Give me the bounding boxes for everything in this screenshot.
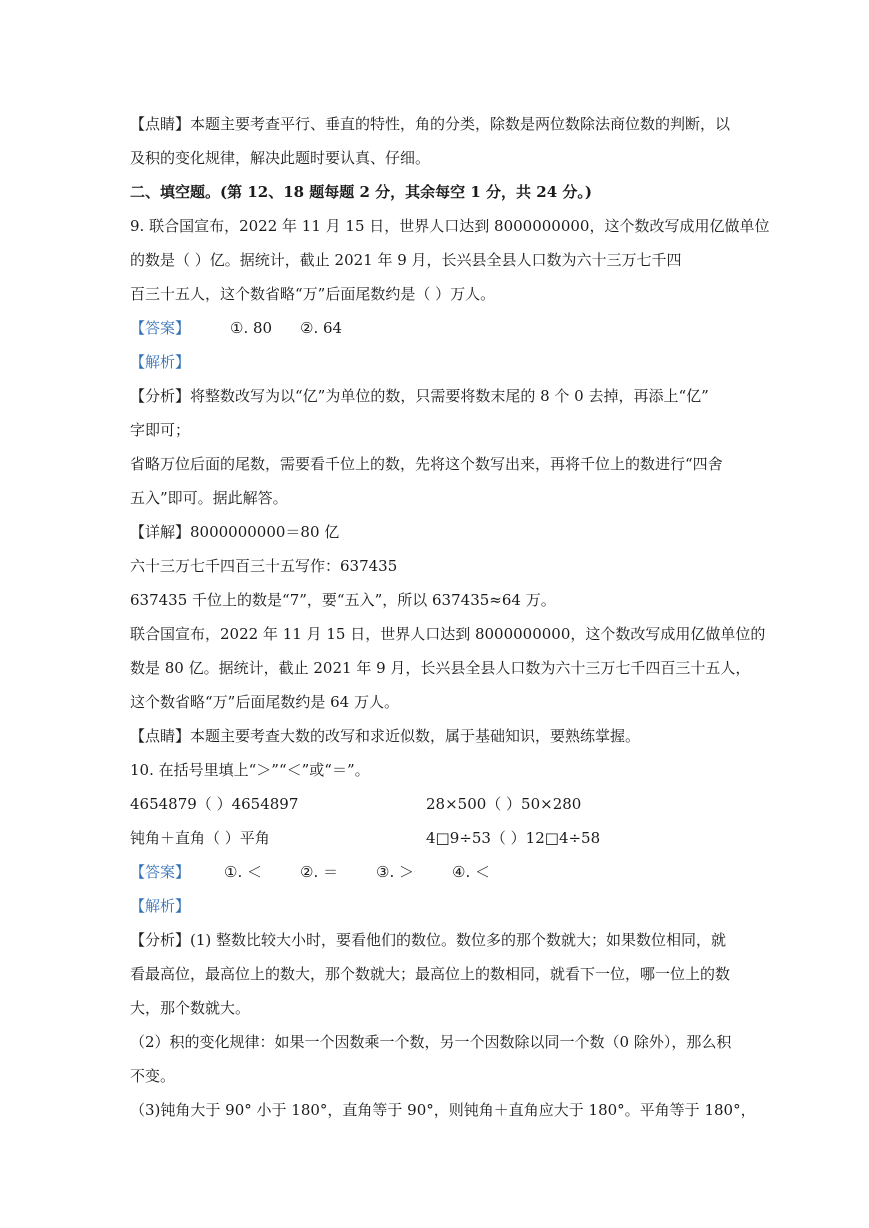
q10-fenxi-line2: 看最高位，最高位上的数大，那个数就大；最高位上的数相同，就看下一位，哪一位上的数 bbox=[130, 965, 731, 983]
q10-fenxi-line4: （2）积的变化规律：如果一个因数乘一个数，另一个因数除以同一个数（0 除外），那么积 bbox=[130, 1033, 732, 1051]
compare-item: 28×500（ ）50×280 bbox=[426, 795, 582, 813]
q10-fenxi-line1: 【分析】(1) 整数比较大小时，要看他们的数位。数位多的那个数就大；如果数位相同，就 bbox=[130, 931, 727, 949]
q9-fenxi-line4: 五入”即可。据此解答。 bbox=[130, 489, 288, 507]
q9-xiangjie-line3: 637435 千位上的数是“7”，要“五入”，所以 637435≈64 万。 bbox=[130, 591, 556, 609]
answer-item: ①. 80 bbox=[230, 319, 273, 337]
dianjing-text-q8: 【点睛】本题主要考查平行、垂直的特性，角的分类，除数是两位数除法商位数的判断，以 bbox=[130, 115, 731, 133]
answer-label: 【答案】 bbox=[130, 863, 191, 881]
q9-stem-line3: 百三十五人，这个数省略“万”后面尾数约是（ ）万人。 bbox=[130, 285, 496, 303]
compare-item: 钝角＋直角（ ）平角 bbox=[130, 829, 270, 847]
answer-item: ④. ＜ bbox=[452, 863, 490, 881]
q9-stem-line2: 的数是（ ）亿。据统计，截止 2021 年 9 月，长兴县全县人口数为六十三万七千四 bbox=[130, 251, 682, 269]
q9-fenxi-line1: 【分析】将整数改写为以“亿”为单位的数，只需要将数末尾的 8 个 0 去掉，再添上“亿” bbox=[130, 387, 709, 405]
q10-fenxi-line6: （3)钝角大于 90° 小于 180°，直角等于 90°，则钝角＋直角应大于 180°。平角等于 180°， bbox=[130, 1101, 756, 1119]
compare-item: 4654879（ ）4654897 bbox=[130, 795, 299, 813]
answer-item: ②. ＝ bbox=[300, 863, 338, 881]
q9-xiangjie-line5: 数是 80 亿。据统计，截止 2021 年 9 月，长兴县全县人口数为六十三万七千四百三十五人， bbox=[130, 659, 751, 677]
q9-xiangjie-line2: 六十三万七千四百三十五写作：637435 bbox=[130, 557, 398, 575]
jiexi-label: 【解析】 bbox=[130, 897, 191, 915]
q9-stem-line1: 9. 联合国宣布，2022 年 11 月 15 日，世界人口达到 8000000000，这个数改写成用亿做单位 bbox=[130, 217, 770, 235]
compare-item: 4□9÷53（ ）12□4÷58 bbox=[426, 829, 601, 847]
q9-fenxi-line3: 省略万位后面的尾数，需要看千位上的数，先将这个数写出来，再将千位上的数进行“四舍 bbox=[130, 455, 723, 473]
q9-fenxi-line2: 字即可； bbox=[130, 421, 191, 439]
q9-xiangjie-line6: 这个数省略“万”后面尾数约是 64 万人。 bbox=[130, 693, 399, 711]
jiexi-label: 【解析】 bbox=[130, 353, 191, 371]
answer-label: 【答案】 bbox=[130, 319, 191, 337]
q10-fenxi-line5: 不变。 bbox=[130, 1067, 176, 1085]
dianjing-text-q8-cont: 及积的变化规律，解决此题时要认真、仔细。 bbox=[130, 149, 431, 167]
answer-item: ②. 64 bbox=[300, 319, 343, 337]
section-title: 二、填空题。(第 12、18 题每题 2 分，其余每空 1 分，共 24 分。) bbox=[130, 183, 592, 201]
answer-item: ③. ＞ bbox=[376, 863, 414, 881]
q9-dianjing: 【点睛】本题主要考查大数的改写和求近似数，属于基础知识，要熟练掌握。 bbox=[130, 727, 641, 745]
answer-item: ①. ＜ bbox=[224, 863, 262, 881]
q9-xiangjie-line1: 【详解】8000000000＝80 亿 bbox=[130, 523, 340, 541]
q10-fenxi-line3: 大，那个数就大。 bbox=[130, 999, 251, 1017]
q10-stem: 10. 在括号里填上“＞”“＜”或“＝”。 bbox=[130, 761, 370, 779]
q9-xiangjie-line4: 联合国宣布，2022 年 11 月 15 日，世界人口达到 8000000000，这个数改写成用亿做单位的 bbox=[130, 625, 766, 643]
